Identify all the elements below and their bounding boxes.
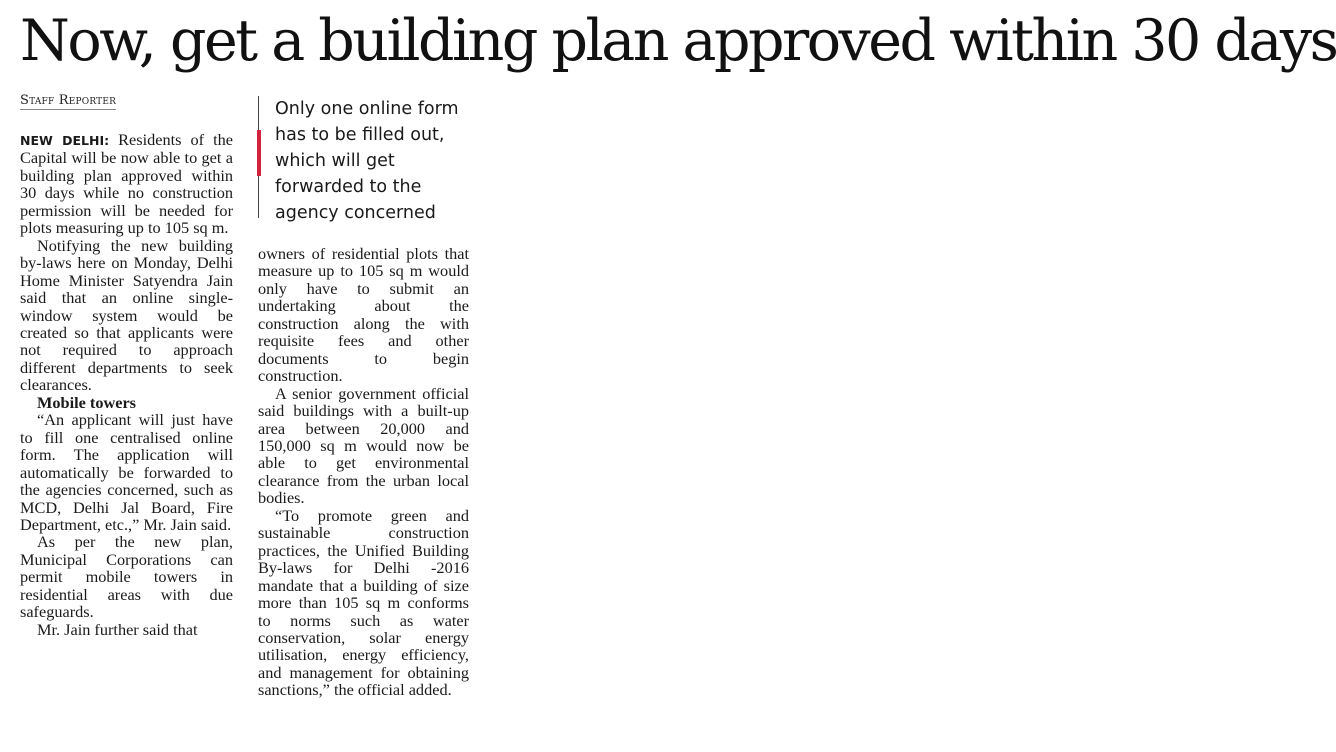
headline: Now, get a building plan approved within 30 days xyxy=(20,8,1336,74)
paragraph: “An applicant will just have to fill one centralised online form. The application will automatically be forwarded to the agencies concerned, such as MCD, Delhi Jal Board, Fire Department, etc.,” Mr. Jain said. xyxy=(20,410,233,534)
dateline: NEW DELHI: xyxy=(20,133,110,148)
pull-quote-text: Only one online form has to be filled out, which will get forwarded to the agency concerned xyxy=(275,99,459,223)
byline: Staff Reporter xyxy=(20,93,117,108)
subheading: Mobile towers xyxy=(37,392,137,412)
paragraph: Notifying the new building by-laws here on Monday, Delhi Home Minister Satyendra Jain said that an online single-window system would be created so that applicants were not required to approach different departments to seek clearances. xyxy=(20,235,233,395)
paragraph: “To promote green and sustainable construction practices, the Unified Building By-laws for Delhi -2016 mandate that a building of size more than 105 sq m conforms to norms such as water conservation, solar energy utilisation, energy efficiency, and management for obtaining sanctions,” the official added. xyxy=(258,505,469,700)
paragraph: A senior government official said buildings with a built-up area between 20,000 and 150,000 sq m would now be able to get environmental clearance from the urban local bodies. xyxy=(258,383,469,508)
article-column-1 xyxy=(20,131,233,638)
article-column-2 xyxy=(258,245,469,699)
paragraph: owners of residential plots that measure up to 105 sq m would only have to submit an undertaking about the construction along the with requisite fees and other documents to begin construction. xyxy=(258,244,469,386)
paragraph xyxy=(20,131,233,237)
pull-quote xyxy=(258,96,474,223)
paragraph-text: Residents of the Capital will be now able to get a building plan approved within 30 days while no construction permission will be needed for plots measuring up to 105 sq m. xyxy=(20,130,233,238)
paragraph: As per the new plan, Municipal Corporations can permit mobile towers in residential areas with due safeguards. xyxy=(20,532,233,622)
pull-quote-accent-bar xyxy=(257,130,261,176)
paragraph: Mr. Jain further said that xyxy=(37,619,198,639)
